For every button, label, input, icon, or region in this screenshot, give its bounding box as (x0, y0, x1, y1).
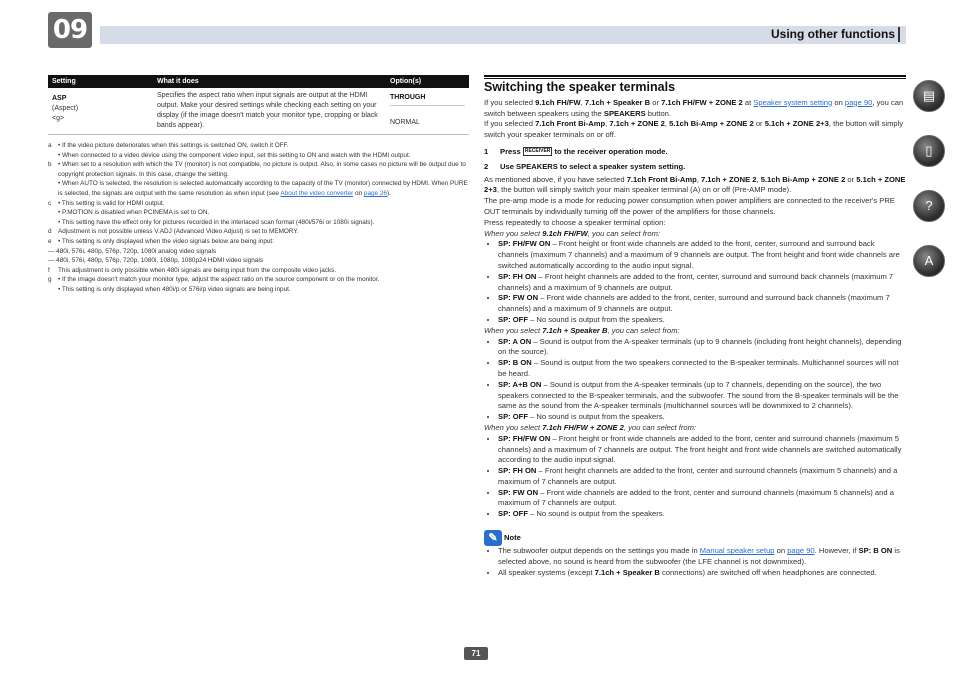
note-heading: ✎ Note (484, 530, 906, 546)
option-through: THROUGH (390, 94, 426, 101)
footnote-a1: • If the video picture deteriorates when this settings is switched ON, switch it OFF. (58, 142, 289, 149)
col-what: What it does (153, 75, 386, 88)
footnote-g2: • This setting is only displayed when 480i/p or 576i/p video signals are being input. (58, 285, 291, 293)
press-repeatedly: Press repeatedly to choose a speaker terminal option: (484, 217, 666, 227)
list-item: • SP: OFF – No sound is output from the speakers. (498, 315, 906, 326)
right-column (484, 75, 906, 578)
footnotes: a • If the video picture deteriorates when this settings is switched ON, switch it OFF. • When connected to a video device using the component video input, set this setting to ON and watch with the HDMI output. b • When set to a resolution with which the TV (monitor) is not compatible, no picture is output. Also, in some cases no picture will be output due to copyright protection signals. In this case, change the setting. • When AUTO is selected, the resolution is selected automatically according to the capacity of the TV (monitor) connected by HDMI. When PURE is selected, the signals are output with the same resolution as when input (see About the video converter on page 26). c • This setting is valid for HDMI output. • P.MOTION is disabled when PCINEMA is set to ON. • This setting have the effect only for pictures recorded in the interlaced scan format (480i/576i or 1080i signals). d Adjustment is not possible unless V.ADJ (Advanced Video Adjust) is set to MEMORY. e • This setting is only displayed when the video signals below are being input: — 480i, 576i, 480p, 576p, 720p, 1080i analog video signals — 480i, 576i, 480p, 576p, 720p, 1080i, 1080p, 1080p24 HDMI video signals f This adjustment is only possible when 480i signals are being input from the composite video jacks. g • If the image doesn't match your monitor type, adjust the aspect ratio on the source component or on the monitor. • This setting is only displayed when 480i/p or 576i/p video signals are being input. (48, 142, 468, 293)
case-7-1ch-zone2: When you select 7.1ch FH/FW + ZONE 2, you can select from: (484, 422, 697, 432)
remote-icon[interactable]: ▯ (913, 135, 945, 167)
list-item: • SP: OFF – No sound is output from the speakers. (498, 509, 906, 520)
list-item: • SP: A ON – Sound is output from the A-speaker terminals (up to 9 channels (including front height channels), depending on the source). (498, 337, 906, 359)
list-zone2 (484, 434, 906, 520)
note-list (484, 546, 906, 578)
footnote-c1: • This setting is valid for HDMI output. (58, 199, 165, 207)
list-speaker-b (484, 337, 906, 423)
list-item: • SP: FH ON – Front height channels are added to the front, center, surround and surround back channels (maximum 7 channels) and a maximum of 9 channels are output. (498, 272, 906, 294)
pencil-note-icon: ✎ (484, 530, 502, 546)
list-item: • SP: A+B ON – Sound is output from the A-speaker terminals (up to 7 channels, depending on the source), the two speakers connected to the B-speaker terminals, and the subwoofer. The sound from the B-speaker terminals will be the same as the sound from the A-speaker terminals (multichannel sources will be downmixed to 2 channels). (498, 380, 906, 412)
step-1: 1 Press RECEIVER to the receiver operation mode. (484, 146, 668, 156)
header-bar (100, 26, 906, 44)
footnote-c2: • P.MOTION is disabled when PCINEMA is set to ON. (58, 209, 210, 217)
setting-description: Specifies the aspect ratio when input signals are output at the HDMI output. Make your desired settings while checking each setting on your display (if the image doesn't match your monitor type, cropping or black bands appear). (153, 88, 386, 135)
footnote-b2-end: ). (387, 189, 391, 197)
list-item: • SP: FH/FW ON – Front height or front wide channels are added to the front, center, surround and surround back channels (maximum 7 channels) and a maximum of 9 channels are output. The front height and front wide channels are switched automatically according to the audio input signal. (498, 239, 906, 271)
col-options: Option(s) (386, 75, 469, 88)
receiver-icon: RECEIVER (524, 148, 551, 155)
question-icon[interactable]: ? (913, 190, 945, 222)
heading-rule (484, 75, 906, 79)
list-item: • SP: FW ON – Front wide channels are added to the front, center and surround channels (maximum 5 channels) and a maximum of 7 channels are output. (498, 488, 906, 510)
list-item: • SP: FH/FW ON – Front height or front wide channels are added to the front, center and surround channels (maximum 5 channels) and a maximum of 7 channels are output. The front height and front wide channels are switched automatically according to the audio input signal. (498, 434, 906, 466)
option-normal: NORMAL (390, 119, 420, 126)
footnote-a2: • When connected to a video device using the component video input, set this setting to ON and watch with the HDMI output. (58, 151, 411, 159)
section-heading: Switching the speaker terminals (484, 80, 676, 94)
intro-text-2: If you selected 7.1ch Front Bi-Amp, 7.1ch + ZONE 2, 5.1ch Bi-Amp + ZONE 2 or 5.1ch + ZONE 2+3, the button will simply switch your speaker terminals on or off. (484, 119, 904, 140)
list-item: • SP: FH ON – Front height channels are added to the front, center and surround channels (maximum 5 channels) and a maximum of 7 channels are output. (498, 466, 906, 488)
settings-letters-icon[interactable]: A (913, 245, 945, 277)
footnote-c3: • This setting have the effect only for pictures recorded in the interlaced scan format (480i/576i or 1080i signals). (58, 218, 375, 226)
page-26-link[interactable]: page 26 (363, 189, 387, 197)
step2-body: As mentioned above, if you have selected 7.1ch Front Bi-Amp, 7.1ch + ZONE 2, 5.1ch Bi-Amp + ZONE 2 or 5.1ch + ZONE 2+3, the button will simply switch your main speaker terminal (A) on or off (Pre-AMP mode). The pre-amp mode is a mode for reducing power consumption when power amplifiers are connected to the receiver's PRE OUT terminals by individually turning off the power of the amplifiers for those channels. (484, 174, 906, 216)
video-converter-link[interactable]: About the video converter (280, 189, 354, 197)
setting-code: <g> (52, 115, 65, 122)
side-navigation (913, 80, 945, 300)
list-item: • SP: B ON – Sound is output from the two speakers connected to the B-speaker terminals. Multichannel sources will not be heard. (498, 358, 906, 380)
list-item: • SP: OFF – No sound is output from the speakers. (498, 412, 906, 423)
footnote-e3: — 480i, 576i, 480p, 576p, 720p, 1080i, 1080p, 1080p24 HDMI video signals (48, 257, 263, 265)
footnote-b2: • When AUTO is selected, the resolution is selected automatically according to the capacity of the TV (monitor) connected by HDMI. When PURE is selected, the signals are output with the same resolution as when input (see (58, 180, 468, 197)
list-item: • The subwoofer output depends on the settings you made in Manual speaker setup on page 90. However, if SP: B ON is selected above, no sound is heard from the subwoofer (the LFE channel is not downmixed). (498, 546, 906, 568)
case-7-1ch-speaker-b: When you select 7.1ch + Speaker B, you can select from: (484, 325, 680, 335)
step-2: 2 Use SPEAKERS to select a speaker system setting. (484, 161, 686, 171)
list-item: • All speaker systems (except 7.1ch + Speaker B connections) are switched off when headphones are connected. (498, 568, 906, 579)
manual-speaker-setup-link[interactable]: Manual speaker setup (699, 546, 775, 556)
footnote-d: Adjustment is not possible unless V.ADJ (Advanced Video Adjust) is set to MEMORY. (58, 228, 299, 236)
footnote-e2: — 480i, 576i, 480p, 576p, 720p, 1080i analog video signals (48, 247, 217, 255)
setting-name: ASP (52, 95, 67, 102)
footnote-b2-mid: on (353, 189, 364, 197)
table-row (48, 88, 469, 135)
footnote-g1: • If the image doesn't match your monitor type, adjust the aspect ratio on the source component or on the monitor. (58, 276, 380, 284)
setting-sub: (Aspect) (52, 105, 79, 112)
footnote-e1: • This setting is only displayed when the video signals below are being input: (58, 237, 274, 245)
page-90-link[interactable]: page 90 (844, 97, 873, 107)
section-title: Using other functions (771, 27, 900, 42)
intro-text: If you selected 9.1ch FH/FW, 7.1ch + Speaker B or 7.1ch FH/FW + ZONE 2 at Speaker system setting on page 90, you can switch between speakers using the SPEAKERS button. (484, 97, 904, 118)
book-icon[interactable]: ▤ (913, 80, 945, 112)
list-9-1ch (484, 239, 906, 325)
footnote-b1: • When set to a resolution with which the TV (monitor) is not compatible, no picture is output. Also, in some cases no picture will be output due to copyright protection signals. In this case, change the setting. (58, 161, 466, 178)
chapter-number: 09 (48, 12, 92, 48)
list-item: • SP: FW ON – Front wide channels are added to the front, center, surround and surround back channels (maximum 7 channels) and a maximum of 9 channels are output. (498, 293, 906, 315)
footnote-f: This adjustment is only possible when 480i signals are being input from the composite video jacks. (58, 266, 337, 274)
speaker-system-setting-link[interactable]: Speaker system setting (753, 97, 833, 107)
left-column (48, 75, 469, 295)
note-page-90-link[interactable]: page 90 (787, 546, 815, 556)
case-9-1ch: When you select 9.1ch FH/FW, you can select from: (484, 228, 660, 238)
col-setting: Setting (48, 75, 153, 88)
settings-table (48, 75, 469, 135)
page-number: 71 (464, 647, 488, 660)
